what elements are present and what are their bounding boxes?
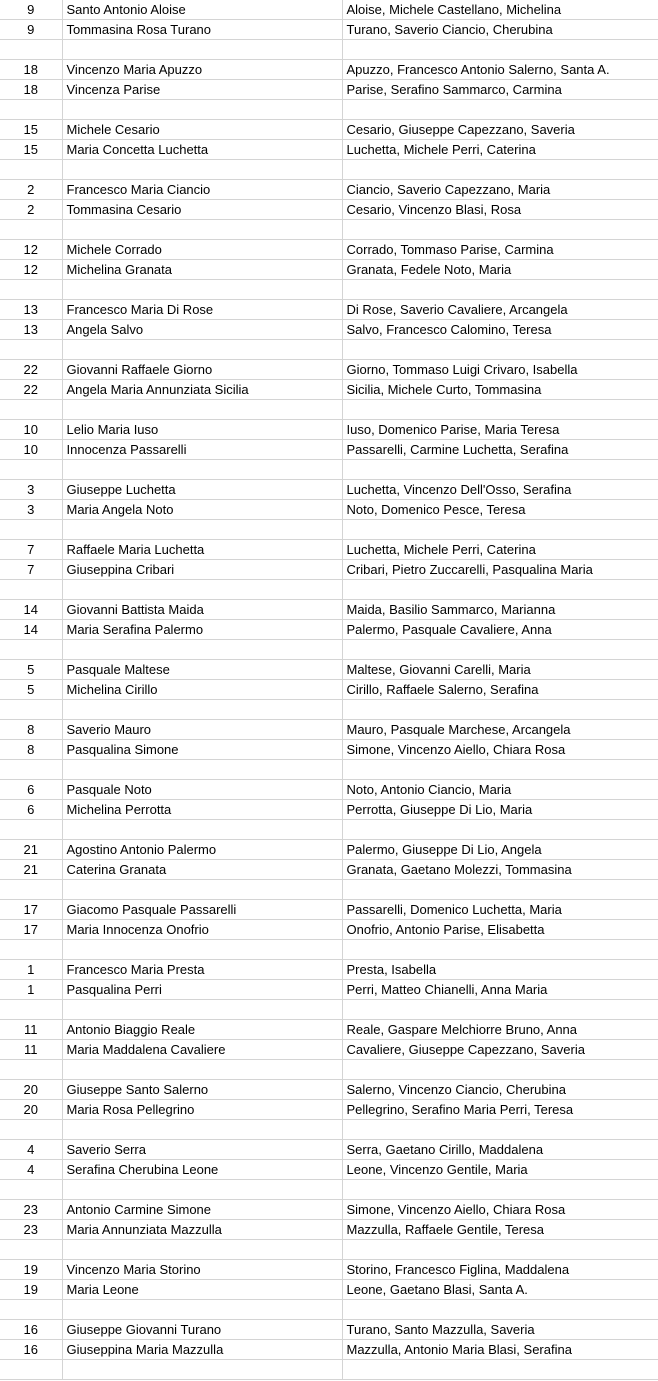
table-row bbox=[0, 540, 658, 560]
record-number-cell[interactable]: 13 bbox=[0, 320, 62, 340]
table-row bbox=[0, 1280, 658, 1300]
name-cell[interactable] bbox=[62, 520, 342, 540]
table-row bbox=[0, 260, 658, 280]
record-number-cell[interactable]: 21 bbox=[0, 860, 62, 880]
table-row bbox=[0, 720, 658, 740]
name-cell[interactable]: Michelina Cirillo bbox=[62, 680, 342, 700]
record-number-cell[interactable]: 15 bbox=[0, 140, 62, 160]
table-row bbox=[0, 0, 658, 20]
record-number-cell[interactable]: 22 bbox=[0, 380, 62, 400]
table-row bbox=[0, 1200, 658, 1220]
parents-cell[interactable]: Mazzulla, Antonio Maria Blasi, Serafina bbox=[342, 1340, 658, 1360]
record-number-cell[interactable]: 16 bbox=[0, 1340, 62, 1360]
record-number-cell[interactable] bbox=[0, 100, 62, 120]
record-number-cell[interactable]: 13 bbox=[0, 300, 62, 320]
parents-cell[interactable]: Serra, Gaetano Cirillo, Maddalena bbox=[342, 1140, 658, 1160]
table-row bbox=[0, 560, 658, 580]
name-cell[interactable] bbox=[62, 700, 342, 720]
name-cell[interactable]: Serafina Cherubina Leone bbox=[62, 1160, 342, 1180]
record-number-cell[interactable]: 21 bbox=[0, 840, 62, 860]
parents-cell[interactable] bbox=[342, 1000, 658, 1020]
parents-cell[interactable]: Cesario, Vincenzo Blasi, Rosa bbox=[342, 200, 658, 220]
table-row bbox=[0, 400, 658, 420]
name-cell[interactable] bbox=[62, 160, 342, 180]
table-row bbox=[0, 420, 658, 440]
table-row bbox=[0, 660, 658, 680]
table-row bbox=[0, 980, 658, 1000]
parents-cell[interactable] bbox=[342, 700, 658, 720]
table-row bbox=[0, 840, 658, 860]
name-cell[interactable]: Agostino Antonio Palermo bbox=[62, 840, 342, 860]
parents-cell[interactable]: Granata, Gaetano Molezzi, Tommasina bbox=[342, 860, 658, 880]
parents-cell[interactable]: Reale, Gaspare Melchiorre Bruno, Anna bbox=[342, 1020, 658, 1040]
name-cell[interactable]: Maria Maddalena Cavaliere bbox=[62, 1040, 342, 1060]
name-cell[interactable]: Maria Innocenza Onofrio bbox=[62, 920, 342, 940]
name-cell[interactable]: Francesco Maria Di Rose bbox=[62, 300, 342, 320]
record-number-cell[interactable]: 11 bbox=[0, 1040, 62, 1060]
name-cell[interactable]: Giacomo Pasquale Passarelli bbox=[62, 900, 342, 920]
name-cell[interactable] bbox=[62, 100, 342, 120]
record-number-cell[interactable]: 8 bbox=[0, 720, 62, 740]
record-number-cell[interactable]: 20 bbox=[0, 1080, 62, 1100]
parents-cell[interactable]: Noto, Antonio Ciancio, Maria bbox=[342, 780, 658, 800]
record-number-cell[interactable]: 14 bbox=[0, 600, 62, 620]
parents-cell[interactable]: Presta, Isabella bbox=[342, 960, 658, 980]
parents-cell[interactable] bbox=[342, 340, 658, 360]
record-number-cell[interactable] bbox=[0, 640, 62, 660]
name-cell[interactable]: Pasqualina Simone bbox=[62, 740, 342, 760]
parents-cell[interactable]: Perrotta, Giuseppe Di Lio, Maria bbox=[342, 800, 658, 820]
name-cell[interactable]: Giuseppina Maria Mazzulla bbox=[62, 1340, 342, 1360]
table-row bbox=[0, 300, 658, 320]
record-number-cell[interactable] bbox=[0, 280, 62, 300]
name-cell[interactable]: Angela Salvo bbox=[62, 320, 342, 340]
record-number-cell[interactable]: 3 bbox=[0, 500, 62, 520]
table-row bbox=[0, 700, 658, 720]
name-cell[interactable]: Michelina Perrotta bbox=[62, 800, 342, 820]
name-cell[interactable]: Giuseppe Giovanni Turano bbox=[62, 1320, 342, 1340]
parents-cell[interactable]: Salvo, Francesco Calomino, Teresa bbox=[342, 320, 658, 340]
table-row bbox=[0, 100, 658, 120]
record-number-cell[interactable] bbox=[0, 700, 62, 720]
parents-cell[interactable] bbox=[342, 100, 658, 120]
parents-cell[interactable] bbox=[342, 820, 658, 840]
name-cell[interactable]: Lelio Maria Iuso bbox=[62, 420, 342, 440]
name-cell[interactable]: Michele Cesario bbox=[62, 120, 342, 140]
parents-cell[interactable] bbox=[342, 1180, 658, 1200]
record-number-cell[interactable]: 15 bbox=[0, 120, 62, 140]
name-cell[interactable] bbox=[62, 1360, 342, 1380]
parents-cell[interactable] bbox=[342, 400, 658, 420]
table-row bbox=[0, 1100, 658, 1120]
record-number-cell[interactable]: 9 bbox=[0, 20, 62, 40]
table-row bbox=[0, 600, 658, 620]
name-cell[interactable]: Maria Leone bbox=[62, 1280, 342, 1300]
name-cell[interactable] bbox=[62, 880, 342, 900]
table-row bbox=[0, 900, 658, 920]
name-cell[interactable] bbox=[62, 1300, 342, 1320]
parents-cell[interactable]: Simone, Vincenzo Aiello, Chiara Rosa bbox=[342, 1200, 658, 1220]
record-number-cell[interactable]: 5 bbox=[0, 660, 62, 680]
record-number-cell[interactable]: 20 bbox=[0, 1100, 62, 1120]
name-cell[interactable]: Pasquale Maltese bbox=[62, 660, 342, 680]
parents-cell[interactable] bbox=[342, 220, 658, 240]
record-number-cell[interactable] bbox=[0, 220, 62, 240]
parents-cell[interactable] bbox=[342, 520, 658, 540]
table-row bbox=[0, 620, 658, 640]
record-number-cell[interactable] bbox=[0, 940, 62, 960]
name-cell[interactable]: Francesco Maria Presta bbox=[62, 960, 342, 980]
table-row bbox=[0, 1080, 658, 1100]
record-number-cell[interactable]: 18 bbox=[0, 80, 62, 100]
record-number-cell[interactable] bbox=[0, 160, 62, 180]
name-cell[interactable] bbox=[62, 1060, 342, 1080]
parents-cell[interactable] bbox=[342, 1300, 658, 1320]
parents-cell[interactable] bbox=[342, 580, 658, 600]
parents-cell[interactable] bbox=[342, 1060, 658, 1080]
record-number-cell[interactable]: 5 bbox=[0, 680, 62, 700]
table-row bbox=[0, 1020, 658, 1040]
name-cell[interactable]: Antonio Biaggio Reale bbox=[62, 1020, 342, 1040]
table-row bbox=[0, 1220, 658, 1240]
record-number-cell[interactable]: 9 bbox=[0, 0, 62, 20]
record-number-cell[interactable] bbox=[0, 400, 62, 420]
table-row bbox=[0, 680, 658, 700]
name-cell[interactable]: Antonio Carmine Simone bbox=[62, 1200, 342, 1220]
table-row bbox=[0, 1140, 658, 1160]
record-number-cell[interactable]: 14 bbox=[0, 620, 62, 640]
record-number-cell[interactable] bbox=[0, 340, 62, 360]
record-number-cell[interactable] bbox=[0, 1240, 62, 1260]
record-number-cell[interactable] bbox=[0, 1000, 62, 1020]
parents-cell[interactable]: Ciancio, Saverio Capezzano, Maria bbox=[342, 180, 658, 200]
record-number-cell[interactable]: 10 bbox=[0, 420, 62, 440]
record-number-cell[interactable]: 17 bbox=[0, 920, 62, 940]
name-cell[interactable] bbox=[62, 580, 342, 600]
record-number-cell[interactable]: 19 bbox=[0, 1260, 62, 1280]
record-number-cell[interactable] bbox=[0, 1120, 62, 1140]
parents-cell[interactable]: Aloise, Michele Castellano, Michelina bbox=[342, 0, 658, 20]
record-number-cell[interactable] bbox=[0, 40, 62, 60]
record-number-cell[interactable]: 11 bbox=[0, 1020, 62, 1040]
name-cell[interactable]: Saverio Mauro bbox=[62, 720, 342, 740]
record-number-cell[interactable]: 2 bbox=[0, 180, 62, 200]
name-cell[interactable]: Raffaele Maria Luchetta bbox=[62, 540, 342, 560]
parents-cell[interactable]: Cavaliere, Giuseppe Capezzano, Saveria bbox=[342, 1040, 658, 1060]
parents-cell[interactable]: Di Rose, Saverio Cavaliere, Arcangela bbox=[342, 300, 658, 320]
record-number-cell[interactable] bbox=[0, 760, 62, 780]
parents-cell[interactable]: Leone, Vincenzo Gentile, Maria bbox=[342, 1160, 658, 1180]
table-row bbox=[0, 520, 658, 540]
record-number-cell[interactable] bbox=[0, 1360, 62, 1380]
name-cell[interactable] bbox=[62, 220, 342, 240]
table-row bbox=[0, 460, 658, 480]
record-number-cell[interactable]: 12 bbox=[0, 260, 62, 280]
record-number-cell[interactable] bbox=[0, 580, 62, 600]
table-row bbox=[0, 920, 658, 940]
record-number-cell[interactable]: 23 bbox=[0, 1220, 62, 1240]
record-number-cell[interactable]: 18 bbox=[0, 60, 62, 80]
record-number-cell[interactable] bbox=[0, 1180, 62, 1200]
name-cell[interactable]: Michelina Granata bbox=[62, 260, 342, 280]
table-row bbox=[0, 360, 658, 380]
parents-cell[interactable]: Palermo, Pasquale Cavaliere, Anna bbox=[342, 620, 658, 640]
table-row bbox=[0, 200, 658, 220]
table-row bbox=[0, 820, 658, 840]
table-row bbox=[0, 1340, 658, 1360]
table-row bbox=[0, 1320, 658, 1340]
record-number-cell[interactable]: 23 bbox=[0, 1200, 62, 1220]
table-row bbox=[0, 740, 658, 760]
parents-cell[interactable]: Turano, Saverio Ciancio, Cherubina bbox=[342, 20, 658, 40]
name-cell[interactable] bbox=[62, 940, 342, 960]
record-number-cell[interactable]: 1 bbox=[0, 980, 62, 1000]
name-cell[interactable]: Giovanni Raffaele Giorno bbox=[62, 360, 342, 380]
record-number-cell[interactable]: 3 bbox=[0, 480, 62, 500]
name-cell[interactable]: Vincenzo Maria Apuzzo bbox=[62, 60, 342, 80]
table-row bbox=[0, 640, 658, 660]
name-cell[interactable] bbox=[62, 460, 342, 480]
table-row bbox=[0, 1240, 658, 1260]
name-cell[interactable] bbox=[62, 1180, 342, 1200]
table-row bbox=[0, 1060, 658, 1080]
name-cell[interactable]: Tommasina Rosa Turano bbox=[62, 20, 342, 40]
parents-cell[interactable] bbox=[342, 460, 658, 480]
name-cell[interactable]: Maria Annunziata Mazzulla bbox=[62, 1220, 342, 1240]
table-row bbox=[0, 940, 658, 960]
parents-cell[interactable] bbox=[342, 640, 658, 660]
parents-cell[interactable]: Cirillo, Raffaele Salerno, Serafina bbox=[342, 680, 658, 700]
table-row bbox=[0, 1360, 658, 1380]
name-cell[interactable]: Santo Antonio Aloise bbox=[62, 0, 342, 20]
parents-cell[interactable]: Maida, Basilio Sammarco, Marianna bbox=[342, 600, 658, 620]
name-cell[interactable] bbox=[62, 640, 342, 660]
parents-cell[interactable]: Noto, Domenico Pesce, Teresa bbox=[342, 500, 658, 520]
table-row bbox=[0, 1040, 658, 1060]
parents-cell[interactable]: Maltese, Giovanni Carelli, Maria bbox=[342, 660, 658, 680]
name-cell[interactable] bbox=[62, 820, 342, 840]
parents-cell[interactable]: Sicilia, Michele Curto, Tommasina bbox=[342, 380, 658, 400]
record-number-cell[interactable]: 10 bbox=[0, 440, 62, 460]
parents-cell[interactable]: Luchetta, Vincenzo Dell'Osso, Serafina bbox=[342, 480, 658, 500]
name-cell[interactable] bbox=[62, 280, 342, 300]
name-cell[interactable] bbox=[62, 1240, 342, 1260]
name-cell[interactable]: Tommasina Cesario bbox=[62, 200, 342, 220]
table-row bbox=[0, 140, 658, 160]
record-number-cell[interactable] bbox=[0, 1300, 62, 1320]
parents-cell[interactable]: Onofrio, Antonio Parise, Elisabetta bbox=[342, 920, 658, 940]
parents-cell[interactable]: Mauro, Pasquale Marchese, Arcangela bbox=[342, 720, 658, 740]
table-row bbox=[0, 180, 658, 200]
table-row bbox=[0, 40, 658, 60]
name-cell[interactable]: Giuseppina Cribari bbox=[62, 560, 342, 580]
name-cell[interactable]: Michele Corrado bbox=[62, 240, 342, 260]
record-number-cell[interactable]: 6 bbox=[0, 800, 62, 820]
table-row bbox=[0, 240, 658, 260]
name-cell[interactable] bbox=[62, 1120, 342, 1140]
name-cell[interactable]: Vincenza Parise bbox=[62, 80, 342, 100]
parents-cell[interactable]: Salerno, Vincenzo Ciancio, Cherubina bbox=[342, 1080, 658, 1100]
parents-cell[interactable]: Perri, Matteo Chianelli, Anna Maria bbox=[342, 980, 658, 1000]
record-number-cell[interactable]: 1 bbox=[0, 960, 62, 980]
parents-cell[interactable]: Passarelli, Domenico Luchetta, Maria bbox=[342, 900, 658, 920]
parents-cell[interactable] bbox=[342, 760, 658, 780]
name-cell[interactable]: Pasquale Noto bbox=[62, 780, 342, 800]
record-number-cell[interactable]: 19 bbox=[0, 1280, 62, 1300]
table-row bbox=[0, 500, 658, 520]
parents-cell[interactable] bbox=[342, 40, 658, 60]
parents-cell[interactable]: Luchetta, Michele Perri, Caterina bbox=[342, 540, 658, 560]
record-number-cell[interactable]: 22 bbox=[0, 360, 62, 380]
parents-cell[interactable] bbox=[342, 1360, 658, 1380]
table-row bbox=[0, 1180, 658, 1200]
table-row bbox=[0, 1120, 658, 1140]
parents-cell[interactable]: Giorno, Tommaso Luigi Crivaro, Isabella bbox=[342, 360, 658, 380]
name-cell[interactable]: Maria Rosa Pellegrino bbox=[62, 1100, 342, 1120]
parents-cell[interactable]: Palermo, Giuseppe Di Lio, Angela bbox=[342, 840, 658, 860]
table-row bbox=[0, 780, 658, 800]
record-number-cell[interactable]: 4 bbox=[0, 1140, 62, 1160]
record-number-cell[interactable] bbox=[0, 460, 62, 480]
parents-cell[interactable]: Parise, Serafino Sammarco, Carmina bbox=[342, 80, 658, 100]
parents-cell[interactable] bbox=[342, 940, 658, 960]
table-row bbox=[0, 1160, 658, 1180]
parents-cell[interactable] bbox=[342, 160, 658, 180]
record-number-cell[interactable]: 12 bbox=[0, 240, 62, 260]
name-cell[interactable]: Francesco Maria Ciancio bbox=[62, 180, 342, 200]
parents-cell[interactable] bbox=[342, 1240, 658, 1260]
table-row bbox=[0, 380, 658, 400]
name-cell[interactable]: Angela Maria Annunziata Sicilia bbox=[62, 380, 342, 400]
table-row bbox=[0, 440, 658, 460]
name-cell[interactable]: Maria Angela Noto bbox=[62, 500, 342, 520]
record-number-cell[interactable] bbox=[0, 520, 62, 540]
table-row bbox=[0, 80, 658, 100]
table-row bbox=[0, 800, 658, 820]
record-number-cell[interactable] bbox=[0, 1060, 62, 1080]
table-row bbox=[0, 1260, 658, 1280]
table-row bbox=[0, 880, 658, 900]
name-cell[interactable] bbox=[62, 400, 342, 420]
table-row bbox=[0, 320, 658, 340]
name-cell[interactable]: Saverio Serra bbox=[62, 1140, 342, 1160]
name-cell[interactable]: Maria Concetta Luchetta bbox=[62, 140, 342, 160]
parents-cell[interactable]: Cribari, Pietro Zuccarelli, Pasqualina Maria bbox=[342, 560, 658, 580]
parents-cell[interactable]: Iuso, Domenico Parise, Maria Teresa bbox=[342, 420, 658, 440]
parents-cell[interactable]: Turano, Santo Mazzulla, Saveria bbox=[342, 1320, 658, 1340]
table-row bbox=[0, 480, 658, 500]
table-row bbox=[0, 60, 658, 80]
name-cell[interactable]: Giuseppe Santo Salerno bbox=[62, 1080, 342, 1100]
parents-cell[interactable]: Apuzzo, Francesco Antonio Salerno, Santa A. bbox=[342, 60, 658, 80]
table-row bbox=[0, 160, 658, 180]
name-cell[interactable]: Giuseppe Luchetta bbox=[62, 480, 342, 500]
parents-cell[interactable]: Granata, Fedele Noto, Maria bbox=[342, 260, 658, 280]
parents-cell[interactable]: Corrado, Tommaso Parise, Carmina bbox=[342, 240, 658, 260]
name-cell[interactable]: Pasqualina Perri bbox=[62, 980, 342, 1000]
table-row bbox=[0, 280, 658, 300]
table-row bbox=[0, 340, 658, 360]
name-cell[interactable] bbox=[62, 1000, 342, 1020]
record-number-cell[interactable]: 7 bbox=[0, 560, 62, 580]
parents-cell[interactable]: Mazzulla, Raffaele Gentile, Teresa bbox=[342, 1220, 658, 1240]
record-number-cell[interactable]: 16 bbox=[0, 1320, 62, 1340]
table-row bbox=[0, 860, 658, 880]
record-number-cell[interactable] bbox=[0, 880, 62, 900]
table-row bbox=[0, 120, 658, 140]
name-cell[interactable]: Innocenza Passarelli bbox=[62, 440, 342, 460]
record-number-cell[interactable]: 6 bbox=[0, 780, 62, 800]
name-cell[interactable] bbox=[62, 40, 342, 60]
name-cell[interactable]: Maria Serafina Palermo bbox=[62, 620, 342, 640]
name-cell[interactable] bbox=[62, 760, 342, 780]
table-row bbox=[0, 760, 658, 780]
parents-cell[interactable] bbox=[342, 880, 658, 900]
table-row bbox=[0, 1000, 658, 1020]
parents-cell[interactable]: Pellegrino, Serafino Maria Perri, Teresa bbox=[342, 1100, 658, 1120]
name-cell[interactable]: Giovanni Battista Maida bbox=[62, 600, 342, 620]
parents-cell[interactable]: Passarelli, Carmine Luchetta, Serafina bbox=[342, 440, 658, 460]
name-cell[interactable]: Vincenzo Maria Storino bbox=[62, 1260, 342, 1280]
table-row bbox=[0, 960, 658, 980]
parents-cell[interactable]: Cesario, Giuseppe Capezzano, Saveria bbox=[342, 120, 658, 140]
record-number-cell[interactable]: 8 bbox=[0, 740, 62, 760]
parents-cell[interactable]: Leone, Gaetano Blasi, Santa A. bbox=[342, 1280, 658, 1300]
table-row bbox=[0, 20, 658, 40]
table-row bbox=[0, 220, 658, 240]
parents-cell[interactable]: Luchetta, Michele Perri, Caterina bbox=[342, 140, 658, 160]
record-number-cell[interactable]: 4 bbox=[0, 1160, 62, 1180]
record-number-cell[interactable] bbox=[0, 820, 62, 840]
name-cell[interactable] bbox=[62, 340, 342, 360]
parents-cell[interactable]: Storino, Francesco Figlina, Maddalena bbox=[342, 1260, 658, 1280]
parents-cell[interactable] bbox=[342, 280, 658, 300]
table-row bbox=[0, 1300, 658, 1320]
name-cell[interactable]: Caterina Granata bbox=[62, 860, 342, 880]
record-number-cell[interactable]: 7 bbox=[0, 540, 62, 560]
table-row bbox=[0, 580, 658, 600]
parents-cell[interactable] bbox=[342, 1120, 658, 1140]
parents-cell[interactable]: Simone, Vincenzo Aiello, Chiara Rosa bbox=[342, 740, 658, 760]
record-number-cell[interactable]: 2 bbox=[0, 200, 62, 220]
record-number-cell[interactable]: 17 bbox=[0, 900, 62, 920]
